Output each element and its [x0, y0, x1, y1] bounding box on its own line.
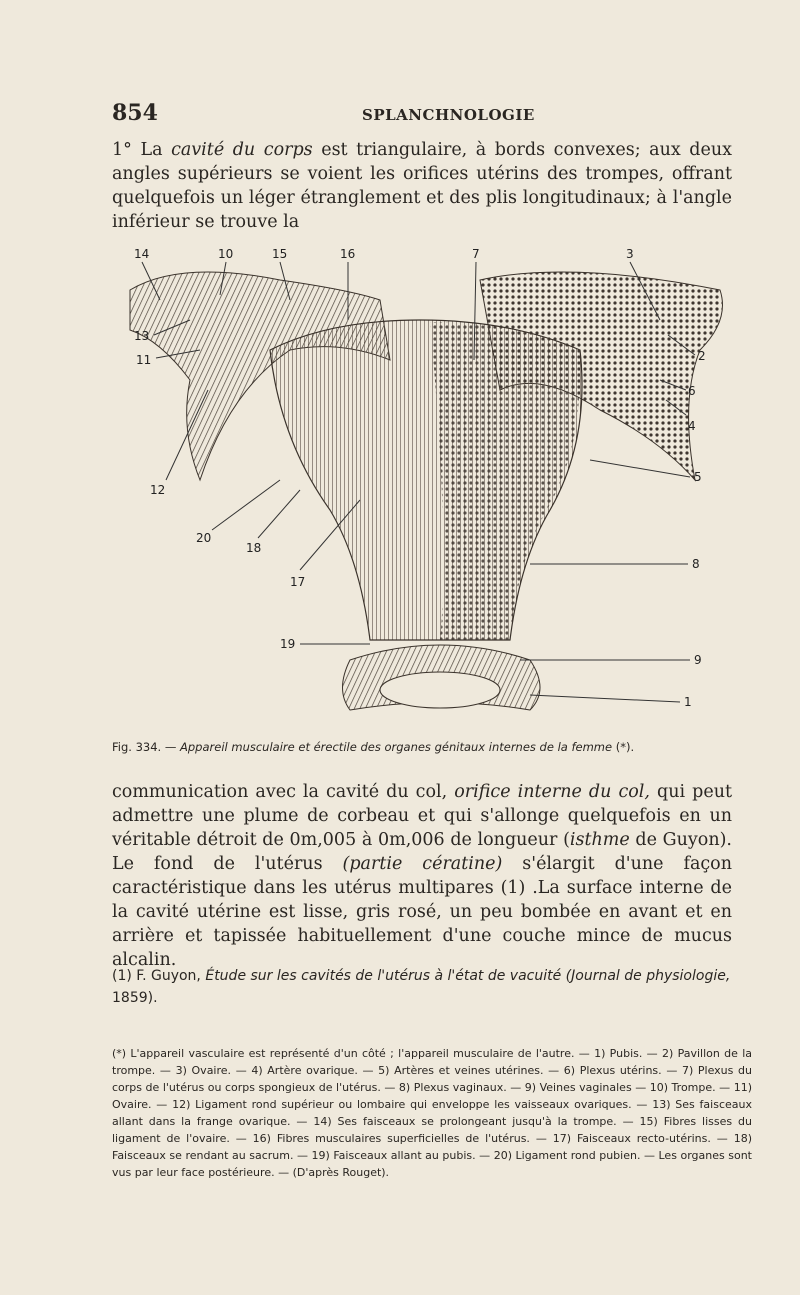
text-run: 1859).	[112, 990, 158, 1006]
emphasis-text: isthme	[569, 830, 630, 850]
figure-label-10: 10	[218, 247, 234, 261]
figure-label-3: 3	[626, 247, 634, 261]
text-run: 1° La	[112, 140, 172, 160]
running-head: SPLANCHNOLOGIE	[362, 106, 535, 124]
text-run: s'élargit d'une façon caractéristique dans les utérus multipares (1) .La surface interne de la cavité utérine est lisse, gris rosé, un peu bombée en avant et en arrière et tapissée habituellement d'une couche mince de mucus alcalin.	[112, 854, 732, 970]
figure-caption	[112, 740, 752, 754]
text-run: est triangulaire, à bords convexes; aux deux angles supérieurs se voient les orifices utérins des trompes, offrant quelquefois un léger étranglement et des plis longitudinaux; à l'angle inférieur se trouve la	[112, 140, 732, 232]
figure-label-16: 16	[340, 247, 356, 261]
text-run: qui peut admettre une plume de corbeau et qui s'allonge quelquefois en un véritable détroit de 0m,005 à 0m,006 de longueur (	[112, 782, 733, 850]
leader-line-18	[258, 490, 300, 538]
uterus-plexus-shape	[430, 322, 579, 640]
figure-label-14: 14	[134, 247, 150, 261]
figure-label-2: 2	[698, 349, 706, 363]
figure-label-8: 8	[692, 557, 700, 571]
figure-label-11: 11	[136, 353, 152, 367]
figure-label-20: 20	[196, 531, 212, 545]
anatomical-figure	[120, 240, 740, 730]
paragraph-internal-os	[112, 780, 732, 972]
figure-label-4: 4	[688, 419, 696, 433]
emphasis-text: cavité du corps	[171, 140, 313, 160]
leader-line-5	[590, 460, 690, 477]
page-header	[112, 100, 712, 130]
paragraph-uterine-cavity	[112, 138, 732, 234]
page-number: 854	[112, 100, 158, 126]
text-run: communication avec la cavité du col,	[112, 782, 455, 802]
emphasis-text: (partie cératine)	[342, 854, 503, 874]
caption-dash: —	[161, 740, 181, 754]
figure-label-15: 15	[272, 247, 288, 261]
figure-label-6: 6	[688, 384, 696, 398]
caption-title: Appareil musculaire et érectile des organes génitaux internes de la femme	[180, 740, 613, 754]
footnote-figure-legend: (*) L'appareil vasculaire est représenté d'un côté ; l'appareil musculaire de l'autre. — 1) Pubis. — 2) Pavillon de la trompe. — 3) Ovaire. — 4) Artère ovarique. — 5) Artères et veines utérines. — 6) Plexus utérins. — 7) Plexus du corps de l'utérus ou corps spongieux de l'utérus. — 8) Plexus vaginaux. — 9) Veines vaginales — 10) Trompe. — 11) Ovaire. — 12) Ligament rond supérieur ou lombaire qui enveloppe les vaisseaux ovariques. — 13) Ses faisceaux allant dans la frange ovarique. — 14) Ses faisceaux se prolongeant jusqu'à la trompe. — 15) Fibres lisses du ligament de l'ovaire. — 16) Fibres musculaires superficielles de l'utérus. — 17) Faisceaux recto-utérins. — 18) Faisceaux se rendant au sacrum. — 19) Faisceaux allant au pubis. — 20) Ligament rond pubien. — Les organes sont vus par leur face postérieure. — (D'après Rouget).	[112, 1047, 752, 1179]
leader-line-20	[212, 480, 280, 530]
emphasis-text: Étude sur les cavités de l'utérus à l'état de vacuité (Journal de physiologie,	[205, 968, 731, 984]
caption-note-mark: (*).	[612, 740, 635, 754]
figure-label-13: 13	[134, 329, 150, 343]
leader-line-1	[530, 695, 680, 702]
figure-label-17: 17	[290, 575, 306, 589]
figure-label-5: 5	[694, 470, 702, 484]
figure-label-1: 1	[684, 695, 692, 709]
emphasis-text: orifice interne du col,	[454, 782, 650, 802]
figure-label-12: 12	[150, 483, 166, 497]
footnote-guyon	[112, 965, 752, 1009]
text-run: de Guyon). Le fond de l'utérus	[112, 830, 732, 874]
text-run: (1) F. Guyon,	[112, 968, 206, 984]
figure-label-18: 18	[246, 541, 262, 555]
figure-label-19: 19	[280, 637, 296, 651]
figure-label-9: 9	[694, 653, 702, 667]
pubis-center	[380, 672, 500, 708]
figure-label-7: 7	[472, 247, 480, 261]
caption-figure-number: Fig. 334.	[112, 740, 162, 754]
